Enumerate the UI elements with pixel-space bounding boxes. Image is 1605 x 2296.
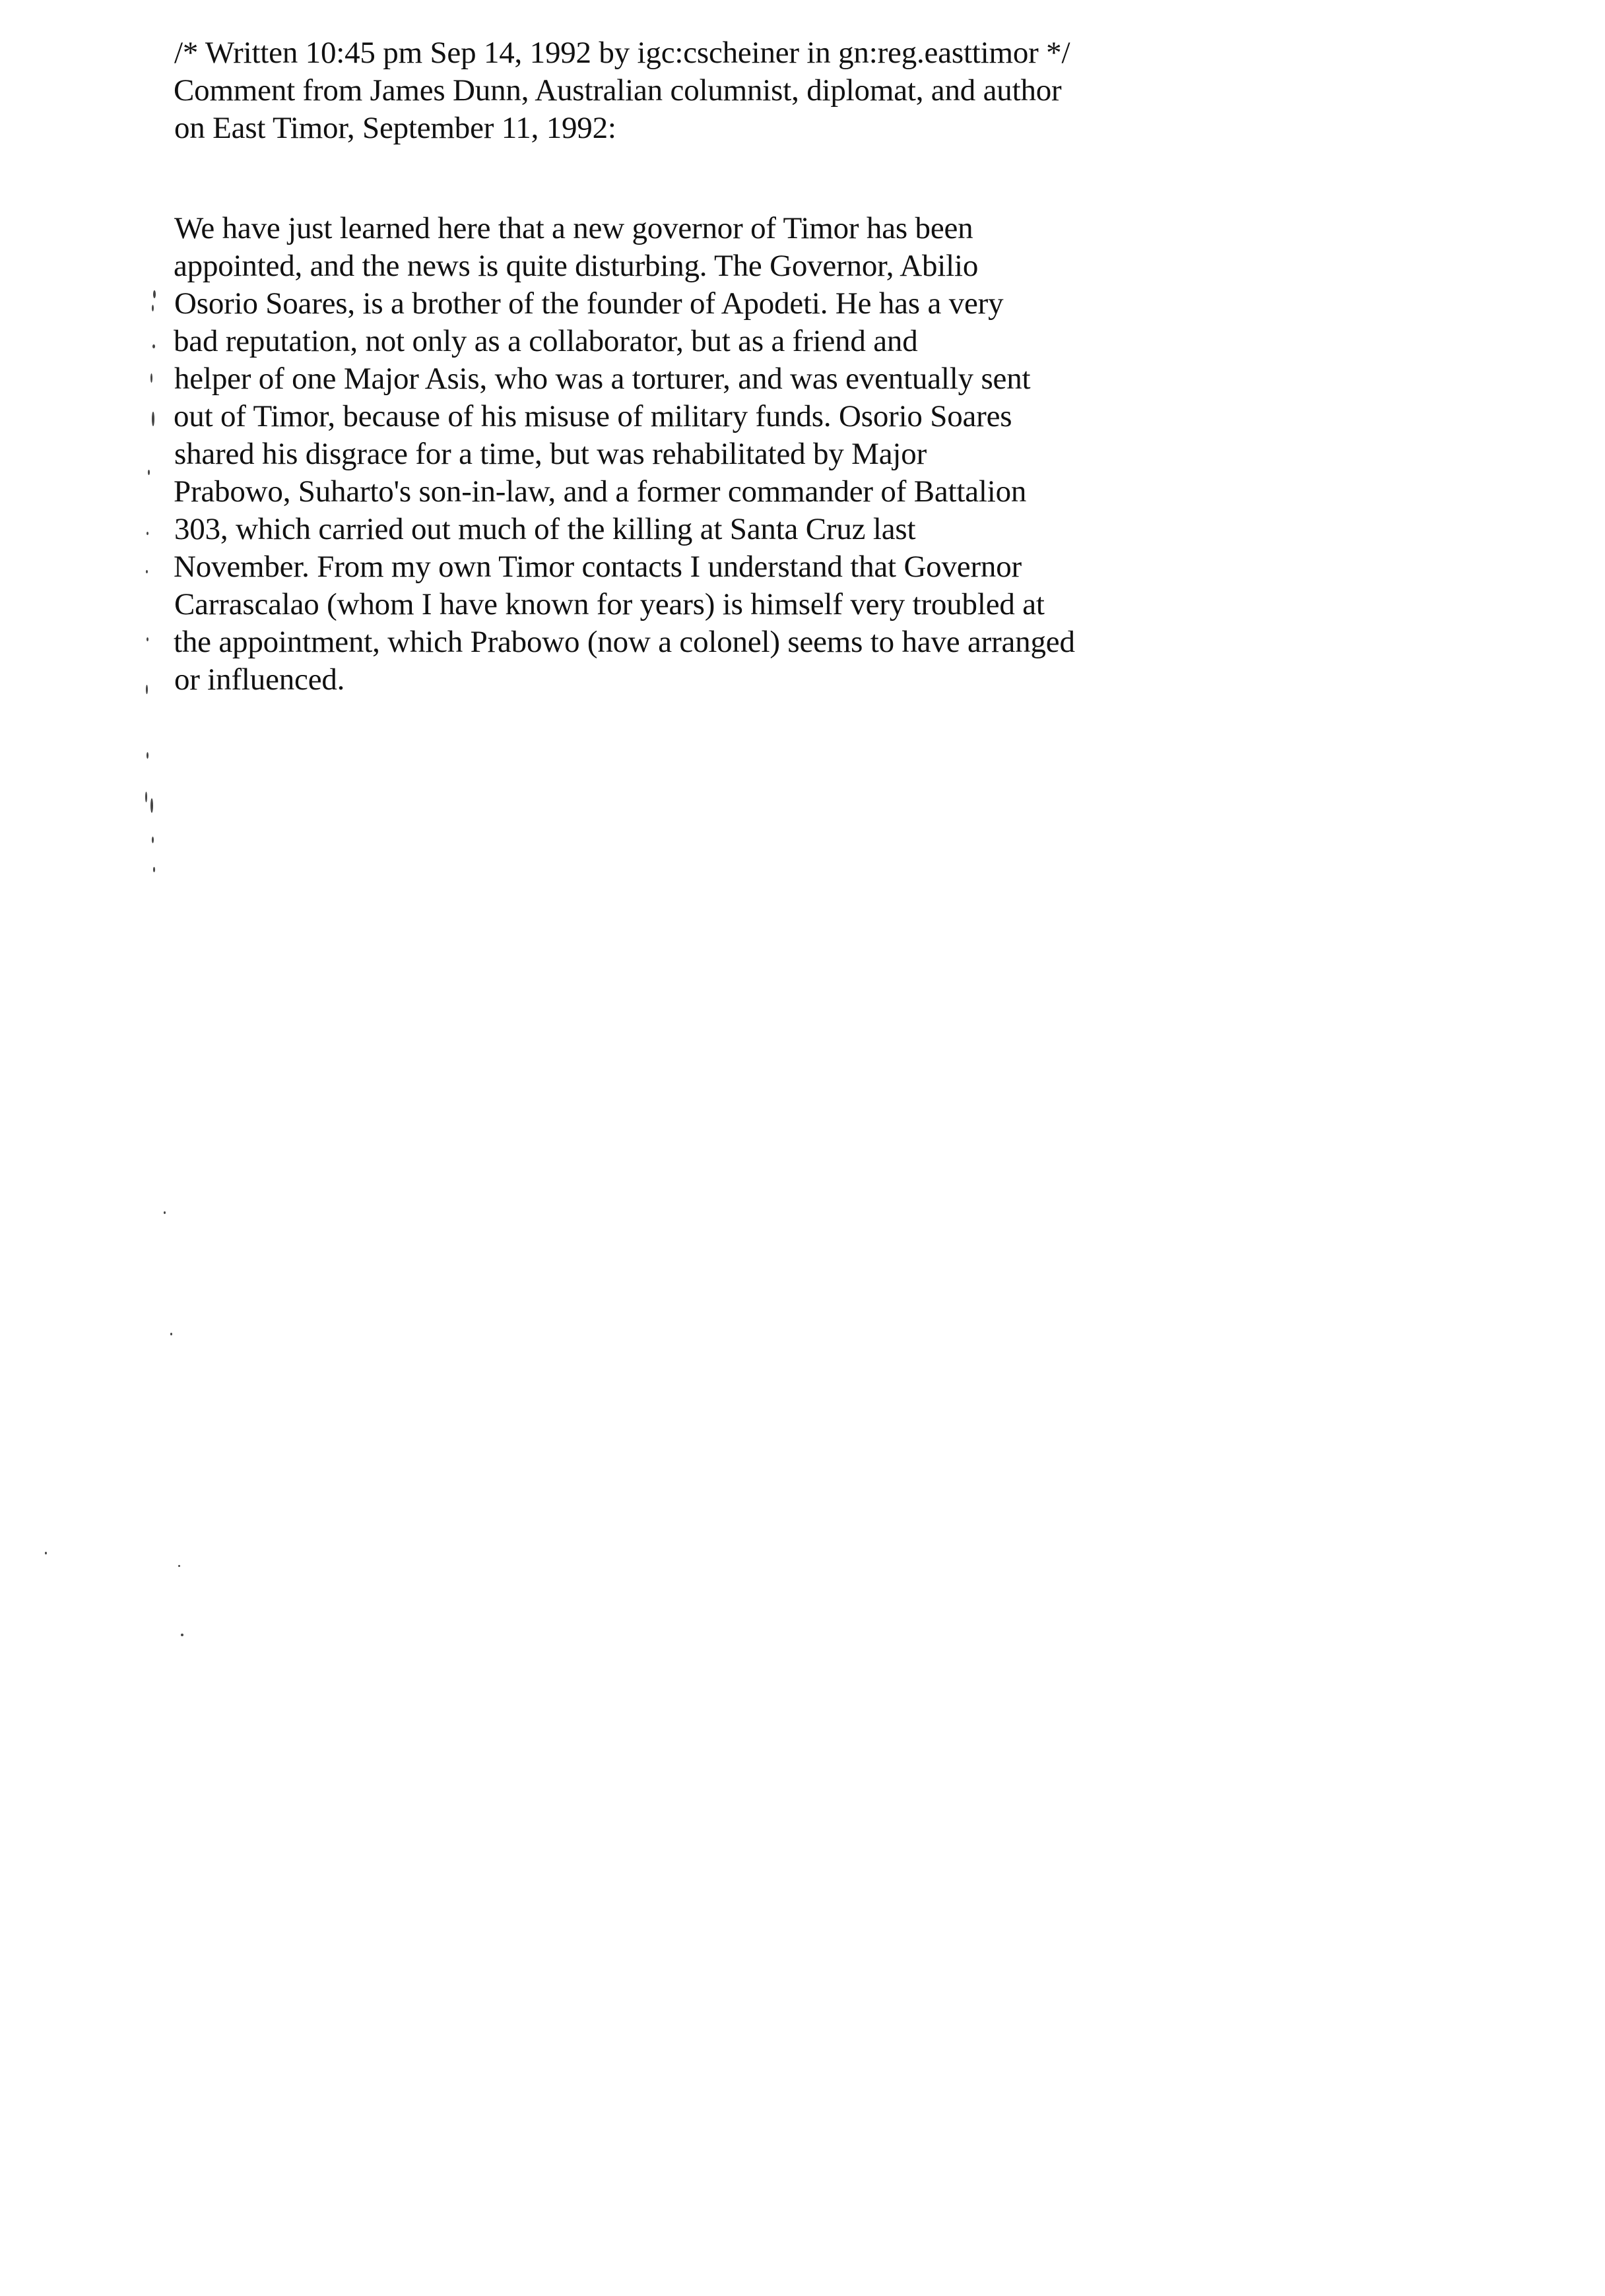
scan-speck (45, 1552, 47, 1554)
header-line: Comment from James Dunn, Australian columnist, diplomat, and author (174, 73, 1062, 108)
scan-speck (147, 752, 148, 759)
body-line: We have just learned here that a new governor of Timor has been (174, 211, 973, 245)
scan-speck (178, 1565, 180, 1567)
scan-speck (153, 290, 156, 298)
scan-speck (152, 412, 154, 426)
scan-speck (150, 373, 152, 383)
scan-speck (146, 685, 148, 694)
body-line: bad reputation, not only as a collaborator, but as a friend and (174, 324, 918, 358)
body-line: 303, which carried out much of the killing at Santa Cruz last (174, 512, 916, 546)
scan-speck (152, 344, 155, 348)
body-line: Carrascalao (whom I have known for years) is himself very troubled at (174, 587, 1045, 622)
scan-speck (150, 798, 153, 813)
body-line: appointed, and the news is quite disturbing. The Governor, Abilio (174, 249, 979, 283)
body-line: shared his disgrace for a time, but was rehabilitated by Major (174, 437, 927, 471)
body-line: out of Timor, because of his misuse of military funds. Osorio Soares (174, 399, 1012, 433)
scan-speck (153, 867, 155, 872)
body-line: or influenced. (174, 662, 345, 697)
scan-speck (152, 305, 154, 311)
scan-speck (181, 1634, 183, 1636)
body-line: November. From my own Timor contacts I understand that Governor (174, 550, 1022, 584)
scan-speck (146, 570, 148, 573)
header-line: /* Written 10:45 pm Sep 14, 1992 by igc:cscheiner in gn:reg.easttimor */ (174, 36, 1070, 70)
body-line: helper of one Major Asis, who was a torturer, and was eventually sent (174, 362, 1031, 396)
message-header (174, 34, 1204, 147)
message-body (174, 210, 1204, 699)
body-line: Prabowo, Suharto's son-in-law, and a former commander of Battalion (174, 474, 1027, 509)
header-line: on East Timor, September 11, 1992: (174, 111, 616, 145)
scan-speck (148, 470, 150, 475)
body-line: Osorio Soares, is a brother of the founder of Apodeti. He has a very (174, 286, 1004, 321)
scan-speck (147, 637, 148, 641)
scan-speck (170, 1333, 172, 1335)
scan-speck (164, 1211, 166, 1214)
scan-speck (152, 837, 154, 843)
body-line: the appointment, which Prabowo (now a colonel) seems to have arranged (174, 625, 1075, 659)
scan-speck (147, 532, 148, 535)
scan-speck (145, 792, 147, 802)
